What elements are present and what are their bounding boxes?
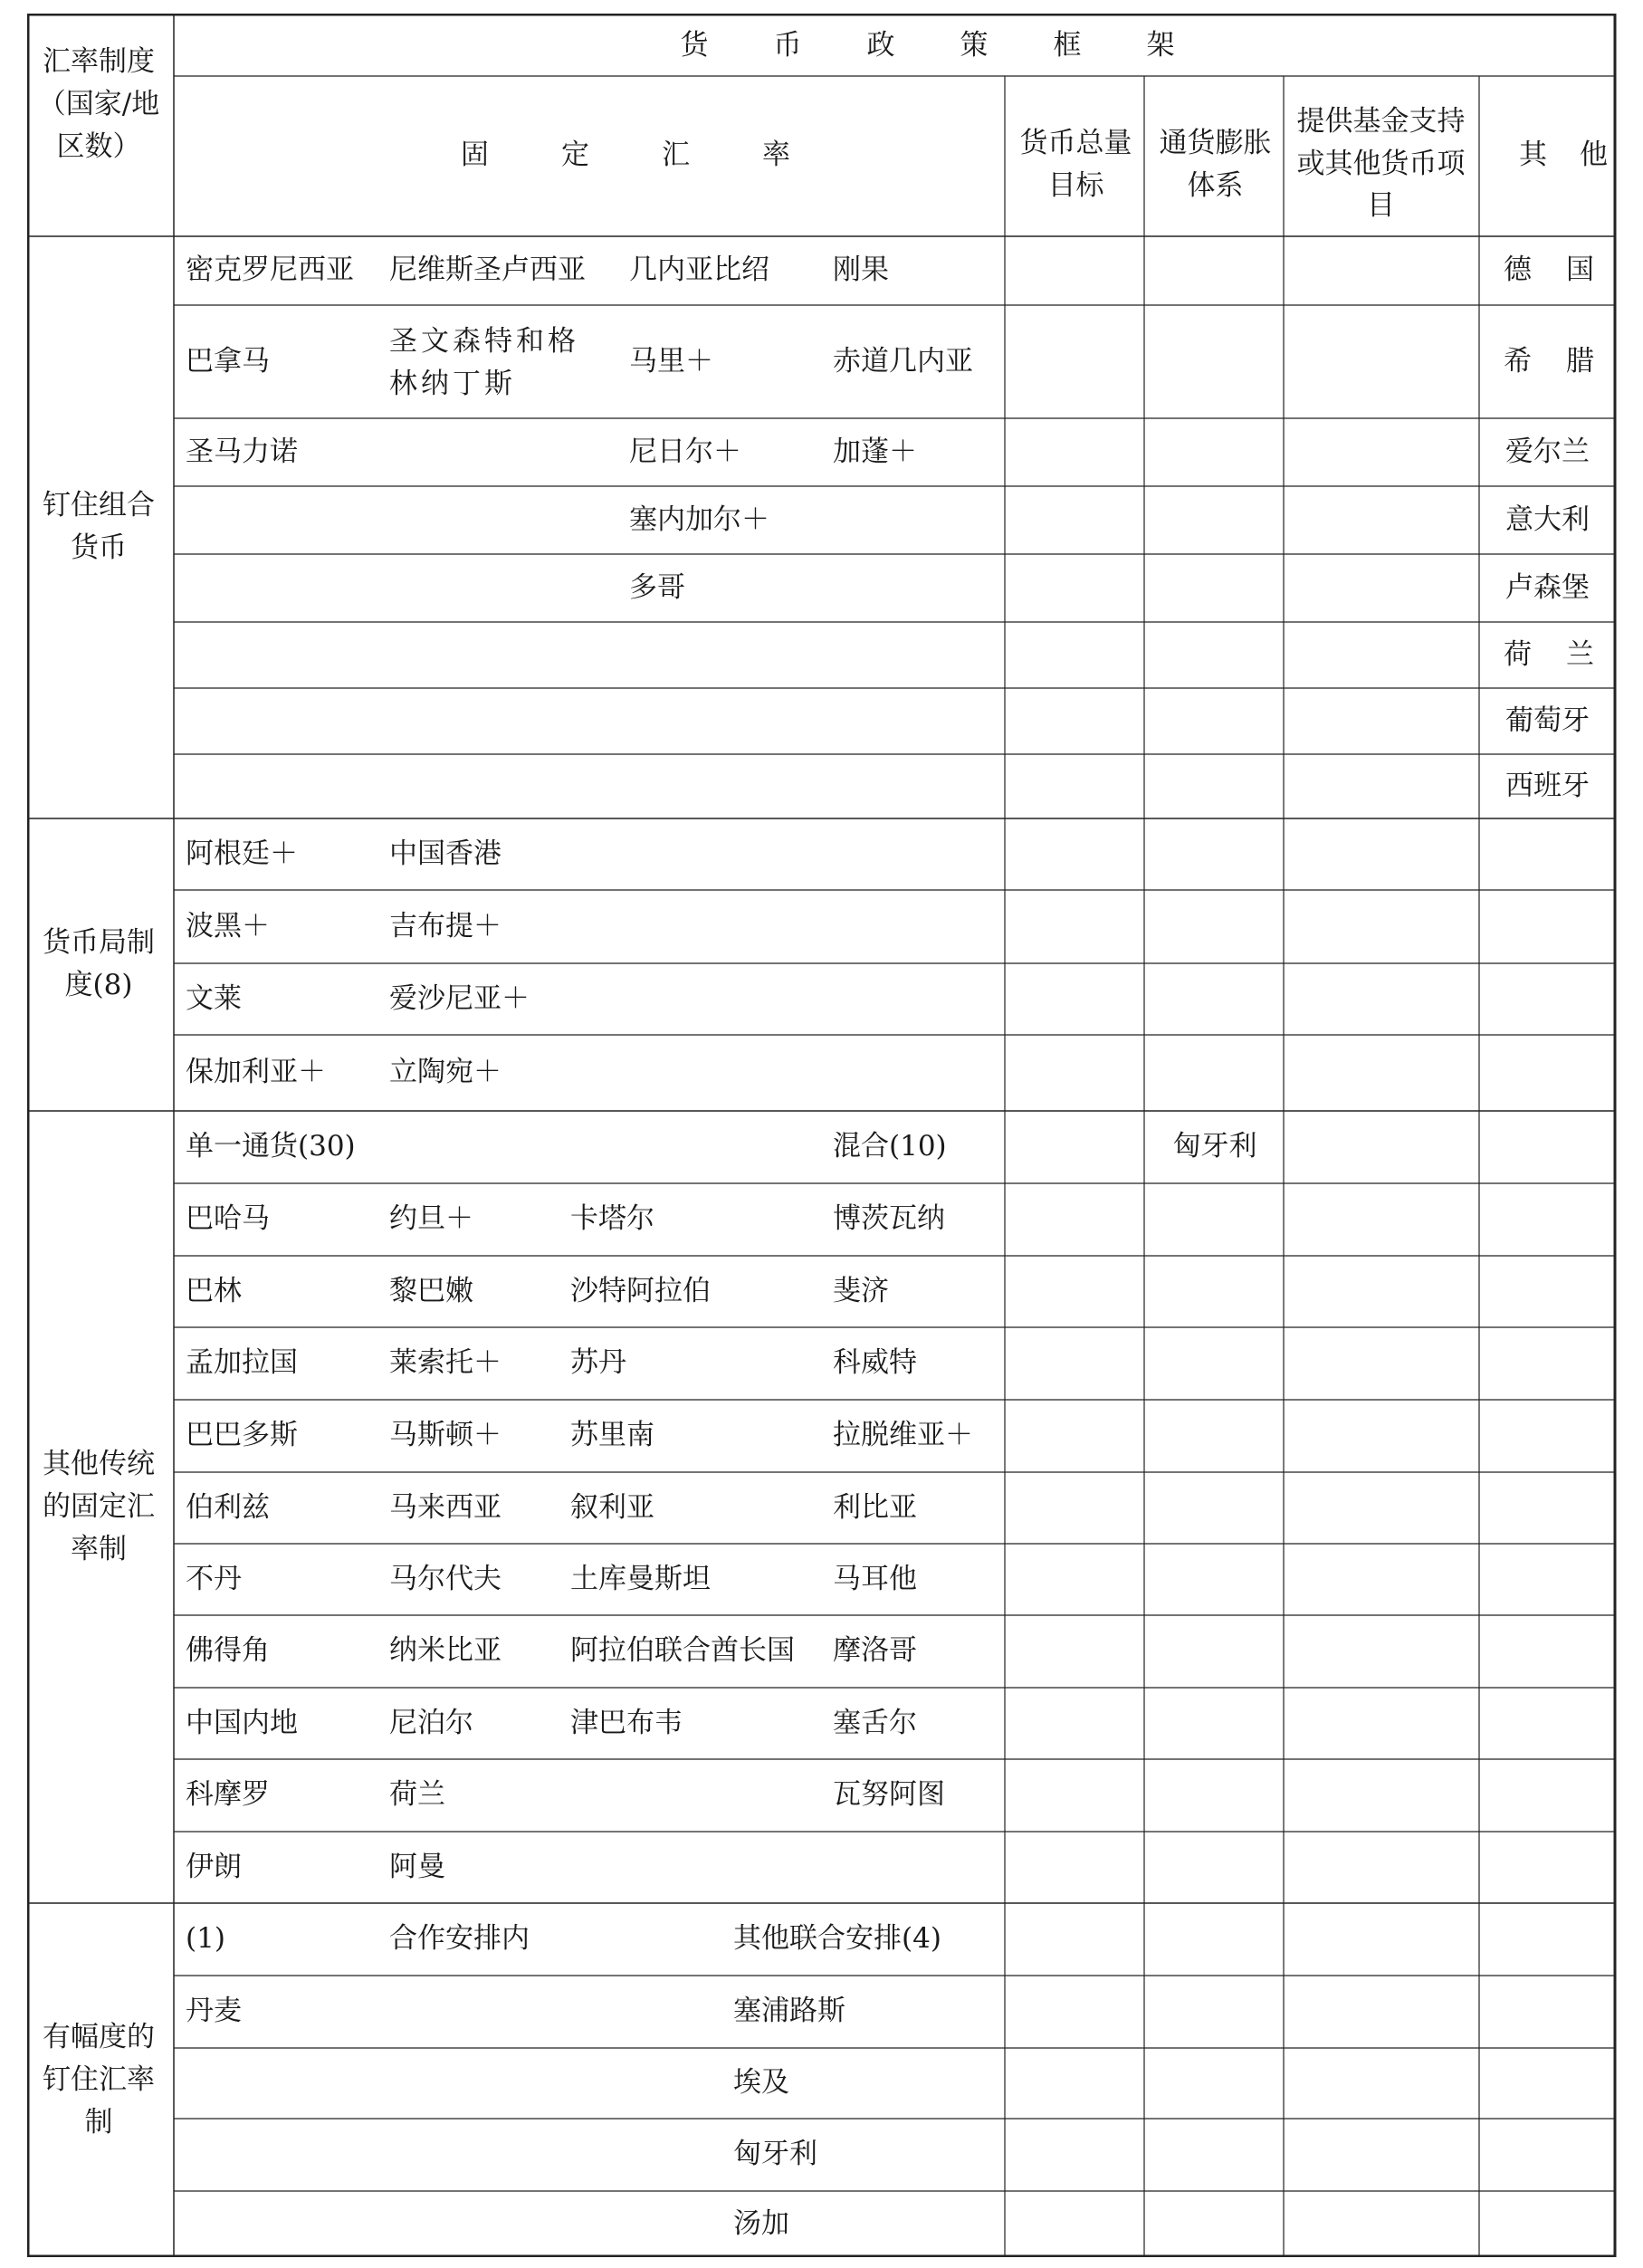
country-cell: 立陶宛＋ (389, 1056, 501, 1088)
group-label: 有幅度的钉住汇率制 (43, 2021, 155, 2139)
group-label: 钉住组合货币 (43, 489, 155, 565)
country-cell: 马耳他 (833, 1563, 917, 1595)
country-cell: 圣马力诺 (186, 435, 298, 468)
country-cell: 波黑＋ (186, 910, 270, 943)
country-cell: 巴林 (186, 1275, 242, 1307)
country-cell: 佛得角 (186, 1634, 270, 1667)
country-cell: 伊朗 (186, 1851, 242, 1883)
header-other: 其他 (1519, 139, 1640, 171)
country-cell: 伯利兹 (186, 1491, 270, 1524)
country-cell: 苏丹 (570, 1346, 626, 1379)
country-cell: 塞浦路斯 (733, 1995, 845, 2027)
country-cell: 利比亚 (833, 1491, 917, 1524)
country-cell: 阿根廷＋ (186, 837, 298, 870)
other-cell: 德国 (1504, 254, 1629, 286)
country-cell: 多哥 (629, 571, 685, 604)
group-label: 货币局制度(8) (43, 926, 155, 1002)
other-cell: 希腊 (1504, 345, 1629, 378)
country-cell: 卡塔尔 (570, 1202, 654, 1235)
country-cell: 沙特阿拉伯 (570, 1275, 711, 1307)
country-cell: 黎巴嫩 (389, 1275, 473, 1307)
country-cell: 博茨瓦纳 (833, 1202, 945, 1235)
country-cell: 塞内加尔＋ (629, 503, 769, 536)
header-framework: 货币政策框架 (680, 29, 1240, 62)
country-cell: 科威特 (833, 1346, 917, 1379)
country-cell: 尼维斯圣卢西亚 (389, 254, 586, 286)
country-cell: 几内亚比绍 (629, 254, 769, 286)
country-cell: 塞舌尔 (833, 1707, 917, 1739)
country-cell: 马尔代夫 (389, 1563, 501, 1595)
country-cell: 单一通货(30) (186, 1130, 356, 1163)
other-cell: 西班牙 (1505, 770, 1590, 802)
country-cell: 斐济 (833, 1275, 889, 1307)
country-cell: 吉布提＋ (389, 910, 501, 943)
country-cell: 尼日尔＋ (629, 435, 741, 468)
country-cell: 文莱 (186, 982, 242, 1015)
country-cell: 巴拿马 (186, 345, 270, 378)
country-cell: 马来西亚 (389, 1491, 501, 1524)
other-cell: 意大利 (1505, 503, 1590, 536)
country-cell: 津巴布韦 (570, 1707, 683, 1739)
country-cell: 马里＋ (629, 345, 713, 378)
country-cell: 摩洛哥 (833, 1634, 917, 1667)
country-cell: 圣文森特和格林纳丁斯 (389, 325, 579, 400)
country-cell: 叙利亚 (570, 1491, 654, 1524)
header-regime: 汇率制度（国家/地区数） (37, 45, 160, 164)
country-cell: 荷兰 (389, 1778, 445, 1811)
country-cell: 阿拉伯联合酋长国 (570, 1634, 795, 1667)
country-cell: 苏里南 (570, 1419, 654, 1451)
country-cell: 埃及 (733, 2066, 789, 2099)
country-cell: 刚果 (833, 254, 889, 286)
country-cell: 马斯顿＋ (389, 1419, 501, 1451)
header-fund-program: 提供基金支持或其他货币项目 (1296, 105, 1466, 222)
group-label: 其他传统的固定汇率制 (43, 1448, 155, 1566)
country-cell: 巴哈马 (186, 1202, 270, 1235)
country-cell: 莱索托＋ (389, 1346, 501, 1379)
country-cell: 巴巴多斯 (186, 1419, 298, 1451)
country-cell: 尼泊尔 (389, 1707, 473, 1739)
country-cell: 科摩罗 (186, 1778, 270, 1811)
country-cell: 赤道几内亚 (833, 345, 973, 378)
country-cell: 匈牙利 (733, 2138, 817, 2170)
other-cell: 荷兰 (1504, 638, 1629, 671)
country-cell: 合作安排内 (389, 1922, 530, 1955)
country-cell: 拉脱维亚＋ (833, 1419, 973, 1451)
country-cell: 约旦＋ (389, 1202, 473, 1235)
country-cell: (1) (186, 1922, 225, 1955)
country-cell: 阿曼 (389, 1851, 445, 1883)
country-cell: 不丹 (186, 1563, 242, 1595)
country-cell: 加蓬＋ (833, 435, 917, 468)
country-cell: 混合(10) (833, 1130, 947, 1163)
header-money-target: 货币总量目标 (1019, 127, 1132, 202)
country-cell: 汤加 (733, 2207, 789, 2240)
header-fixed-rate: 固定汇率 (461, 139, 863, 171)
other-cell: 葡萄牙 (1505, 704, 1590, 737)
country-cell: 其他联合安排(4) (733, 1922, 941, 1955)
country-cell: 中国香港 (389, 837, 501, 870)
country-cell: 土库曼斯坦 (570, 1563, 711, 1595)
country-cell: 瓦努阿图 (833, 1778, 945, 1811)
country-cell: 爱沙尼亚＋ (389, 982, 530, 1015)
other-cell: 爱尔兰 (1505, 435, 1590, 468)
other-cell: 卢森堡 (1505, 571, 1590, 604)
country-cell: 丹麦 (186, 1995, 242, 2027)
header-inflation: 通货膨胀体系 (1159, 127, 1272, 202)
country-cell: 孟加拉国 (186, 1346, 298, 1379)
policy-table (27, 14, 1640, 2257)
country-cell: 密克罗尼西亚 (186, 254, 354, 286)
country-cell: 纳米比亚 (389, 1634, 501, 1667)
inflation-cell: 匈牙利 (1172, 1130, 1257, 1163)
country-cell: 保加利亚＋ (186, 1056, 326, 1088)
country-cell: 中国内地 (186, 1707, 298, 1739)
